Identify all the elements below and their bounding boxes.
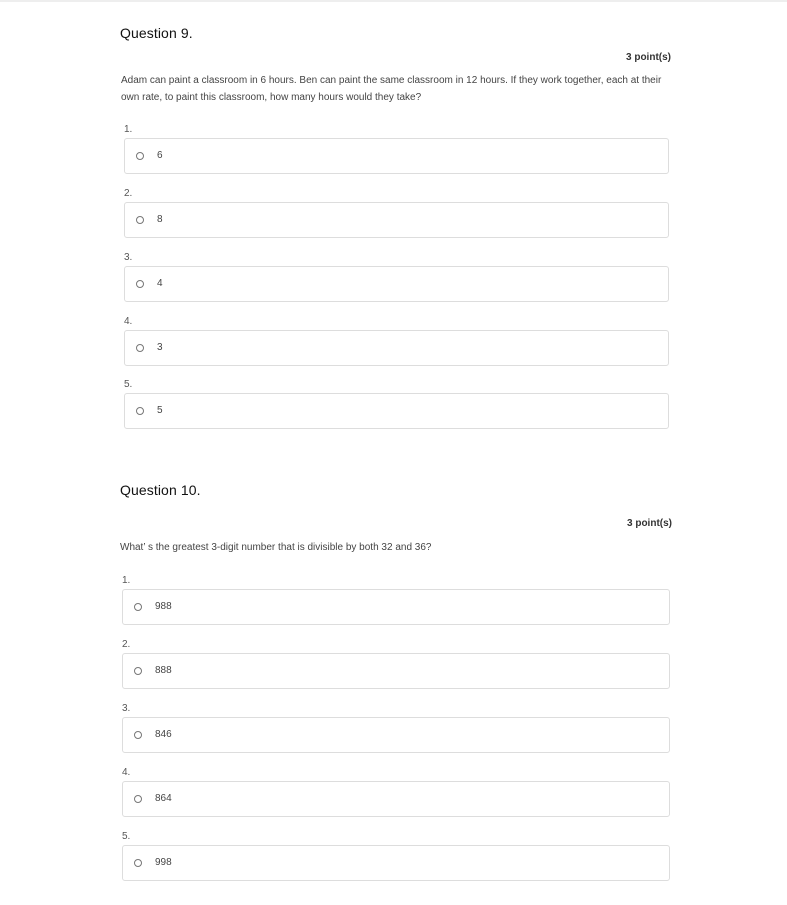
radio-button[interactable] [136, 344, 144, 352]
radio-button[interactable] [136, 280, 144, 288]
option-label: 864 [155, 793, 172, 804]
question-text: What’ s the greatest 3-digit number that is divisible by both 32 and 36? [120, 542, 432, 553]
option-label: 5 [157, 405, 163, 416]
question-title: Question 9. [120, 25, 193, 41]
option-number: 2. [124, 188, 133, 199]
top-divider [0, 0, 787, 2]
option-number: 3. [124, 252, 133, 263]
radio-button[interactable] [136, 152, 144, 160]
answer-option[interactable] [124, 202, 669, 238]
option-label: 998 [155, 857, 172, 868]
option-number: 2. [122, 639, 131, 650]
option-number: 1. [122, 575, 131, 586]
option-label: 888 [155, 665, 172, 676]
question-points: 3 point(s) [626, 52, 671, 63]
answer-option[interactable] [122, 589, 670, 625]
answer-option[interactable] [122, 717, 670, 753]
option-number: 1. [124, 124, 133, 135]
option-label: 3 [157, 342, 163, 353]
option-number: 3. [122, 703, 131, 714]
option-label: 988 [155, 601, 172, 612]
answer-option[interactable] [124, 330, 669, 366]
option-number: 4. [122, 767, 131, 778]
option-number: 4. [124, 316, 133, 327]
answer-option[interactable] [122, 845, 670, 881]
radio-button[interactable] [134, 859, 142, 867]
option-label: 4 [157, 278, 163, 289]
option-label: 8 [157, 214, 163, 225]
option-label: 846 [155, 729, 172, 740]
answer-option[interactable] [124, 266, 669, 302]
answer-option[interactable] [124, 393, 669, 429]
answer-option[interactable] [122, 653, 670, 689]
radio-button[interactable] [136, 407, 144, 415]
question-points: 3 point(s) [627, 518, 672, 529]
answer-option[interactable] [124, 138, 669, 174]
question-title: Question 10. [120, 482, 201, 498]
answer-option[interactable] [122, 781, 670, 817]
option-number: 5. [122, 831, 131, 842]
radio-button[interactable] [136, 216, 144, 224]
radio-button[interactable] [134, 731, 142, 739]
question-text: Adam can paint a classroom in 6 hours. Ben can paint the same classroom in 12 hours. If they work together, each at their own rate, to paint this classroom, how many hours would they take? [121, 75, 662, 103]
radio-button[interactable] [134, 795, 142, 803]
option-number: 5. [124, 379, 133, 390]
radio-button[interactable] [134, 603, 142, 611]
radio-button[interactable] [134, 667, 142, 675]
option-label: 6 [157, 150, 163, 161]
